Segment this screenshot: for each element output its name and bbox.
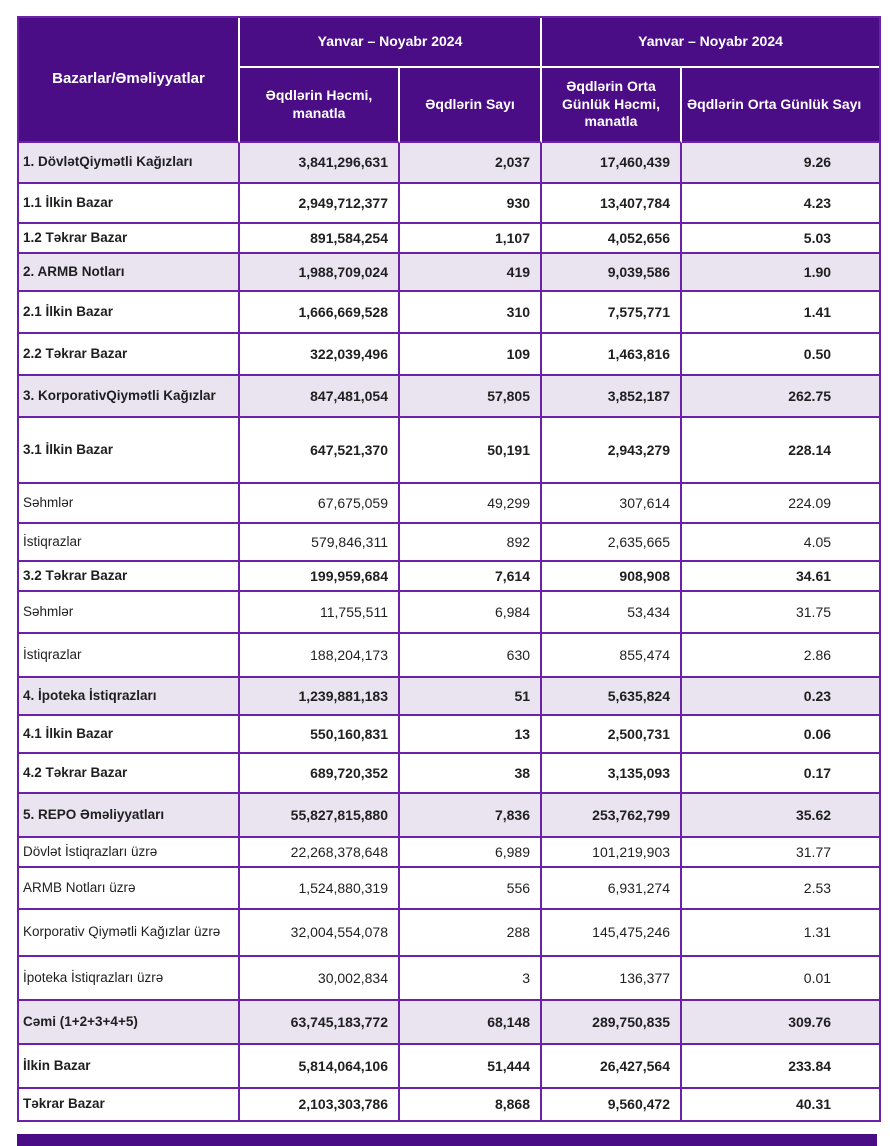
cell-daily-volume: 9,039,586 [542, 254, 682, 292]
cell-count: 13 [400, 716, 542, 754]
table-header [19, 18, 879, 143]
row-label: Səhmlər [19, 484, 240, 524]
row-label: 3.2 Təkrar Bazar [19, 562, 240, 592]
row-label: 1.2 Təkrar Bazar [19, 224, 240, 254]
cell-volume: 2,949,712,377 [240, 184, 400, 224]
cell-daily-volume: 9,560,472 [542, 1089, 682, 1120]
cell-count: 630 [400, 634, 542, 678]
column-header-deal-count: Əqdlərin Sayı [400, 68, 542, 143]
cell-count: 892 [400, 524, 542, 562]
row-label: 4.1 İlkin Bazar [19, 716, 240, 754]
cell-daily-volume: 101,219,903 [542, 838, 682, 868]
cell-volume: 579,846,311 [240, 524, 400, 562]
table-row [19, 1089, 879, 1120]
cell-volume: 22,268,378,648 [240, 838, 400, 868]
cell-volume: 1,239,881,183 [240, 678, 400, 716]
cell-count: 419 [400, 254, 542, 292]
table-row [19, 678, 879, 716]
cell-daily-volume: 289,750,835 [542, 1001, 682, 1045]
cell-count: 6,984 [400, 592, 542, 634]
cell-daily-count: 262.75 [682, 376, 879, 418]
cell-daily-count: 0.23 [682, 678, 879, 716]
row-label: 2.2 Təkrar Bazar [19, 334, 240, 376]
cell-count: 38 [400, 754, 542, 794]
cell-daily-volume: 1,463,816 [542, 334, 682, 376]
cell-daily-count: 1.90 [682, 254, 879, 292]
row-label: 1. DövlətQiymətli Kağızları [19, 143, 240, 184]
securities-market-report-table [17, 16, 881, 1122]
table-row [19, 868, 879, 910]
cell-count: 930 [400, 184, 542, 224]
cell-daily-count: 31.75 [682, 592, 879, 634]
table-row [19, 143, 879, 184]
table-row [19, 838, 879, 868]
cell-volume: 67,675,059 [240, 484, 400, 524]
cell-count: 7,614 [400, 562, 542, 592]
cell-count: 50,191 [400, 418, 542, 484]
cell-count: 3 [400, 957, 542, 1001]
column-header-deal-volume: Əqdlərin Həcmi, manatla [240, 68, 400, 143]
row-label: ARMB Notları üzrə [19, 868, 240, 910]
row-label: 2.1 İlkin Bazar [19, 292, 240, 334]
row-label: 3. KorporativQiymətli Kağızlar [19, 376, 240, 418]
row-label: 1.1 İlkin Bazar [19, 184, 240, 224]
cell-count: 6,989 [400, 838, 542, 868]
cell-count: 109 [400, 334, 542, 376]
row-label: 4.2 Təkrar Bazar [19, 754, 240, 794]
cell-volume: 1,666,669,528 [240, 292, 400, 334]
table-row [19, 224, 879, 254]
table-row [19, 484, 879, 524]
cell-daily-volume: 307,614 [542, 484, 682, 524]
cell-daily-count: 5.03 [682, 224, 879, 254]
cell-count: 310 [400, 292, 542, 334]
table-row [19, 957, 879, 1001]
cell-volume: 30,002,834 [240, 957, 400, 1001]
cell-daily-count: 4.05 [682, 524, 879, 562]
cell-count: 68,148 [400, 1001, 542, 1045]
cell-daily-count: 40.31 [682, 1089, 879, 1120]
cell-volume: 5,814,064,106 [240, 1045, 400, 1089]
table-row [19, 524, 879, 562]
cell-daily-count: 1.41 [682, 292, 879, 334]
table-row [19, 634, 879, 678]
cell-daily-count: 31.77 [682, 838, 879, 868]
next-section-header-strip [17, 1134, 877, 1146]
table-row [19, 254, 879, 292]
cell-daily-count: 0.17 [682, 754, 879, 794]
cell-volume: 199,959,684 [240, 562, 400, 592]
cell-volume: 1,988,709,024 [240, 254, 400, 292]
cell-daily-volume: 2,943,279 [542, 418, 682, 484]
cell-daily-volume: 13,407,784 [542, 184, 682, 224]
cell-volume: 689,720,352 [240, 754, 400, 794]
row-label: Korporativ Qiymətli Kağızlar üzrə [19, 910, 240, 957]
cell-count: 51,444 [400, 1045, 542, 1089]
cell-daily-count: 0.01 [682, 957, 879, 1001]
row-label: Cəmi (1+2+3+4+5) [19, 1001, 240, 1045]
table-row [19, 754, 879, 794]
cell-volume: 32,004,554,078 [240, 910, 400, 957]
cell-daily-volume: 6,931,274 [542, 868, 682, 910]
cell-daily-count: 1.31 [682, 910, 879, 957]
cell-volume: 847,481,054 [240, 376, 400, 418]
cell-daily-volume: 136,377 [542, 957, 682, 1001]
cell-daily-volume: 2,635,665 [542, 524, 682, 562]
cell-daily-count: 4.23 [682, 184, 879, 224]
row-label: İstiqrazlar [19, 524, 240, 562]
cell-count: 7,836 [400, 794, 542, 838]
table-body [19, 143, 879, 1120]
cell-daily-volume: 908,908 [542, 562, 682, 592]
cell-daily-count: 34.61 [682, 562, 879, 592]
cell-count: 2,037 [400, 143, 542, 184]
cell-volume: 55,827,815,880 [240, 794, 400, 838]
row-label: Dövlət İstiqrazları üzrə [19, 838, 240, 868]
cell-daily-volume: 253,762,799 [542, 794, 682, 838]
row-label: Təkrar Bazar [19, 1089, 240, 1120]
cell-volume: 63,745,183,772 [240, 1001, 400, 1045]
cell-daily-volume: 5,635,824 [542, 678, 682, 716]
table-row [19, 1001, 879, 1045]
cell-volume: 11,755,511 [240, 592, 400, 634]
cell-count: 288 [400, 910, 542, 957]
cell-volume: 3,841,296,631 [240, 143, 400, 184]
cell-count: 51 [400, 678, 542, 716]
row-label: 3.1 İlkin Bazar [19, 418, 240, 484]
cell-count: 1,107 [400, 224, 542, 254]
cell-daily-count: 9.26 [682, 143, 879, 184]
cell-daily-count: 2.86 [682, 634, 879, 678]
row-label: 2. ARMB Notları [19, 254, 240, 292]
cell-count: 8,868 [400, 1089, 542, 1120]
cell-count: 57,805 [400, 376, 542, 418]
cell-daily-count: 224.09 [682, 484, 879, 524]
cell-count: 49,299 [400, 484, 542, 524]
cell-daily-volume: 17,460,439 [542, 143, 682, 184]
table-row [19, 794, 879, 838]
table-row [19, 716, 879, 754]
cell-daily-volume: 7,575,771 [542, 292, 682, 334]
table-row [19, 562, 879, 592]
cell-daily-volume: 4,052,656 [542, 224, 682, 254]
cell-daily-count: 0.06 [682, 716, 879, 754]
cell-daily-volume: 53,434 [542, 592, 682, 634]
cell-daily-volume: 3,135,093 [542, 754, 682, 794]
table-row [19, 334, 879, 376]
table-row [19, 592, 879, 634]
cell-daily-count: 0.50 [682, 334, 879, 376]
table-row [19, 292, 879, 334]
cell-volume: 188,204,173 [240, 634, 400, 678]
row-label: İlkin Bazar [19, 1045, 240, 1089]
cell-daily-volume: 145,475,246 [542, 910, 682, 957]
cell-daily-volume: 3,852,187 [542, 376, 682, 418]
cell-count: 556 [400, 868, 542, 910]
table-row [19, 418, 879, 484]
cell-volume: 322,039,496 [240, 334, 400, 376]
row-label: Səhmlər [19, 592, 240, 634]
cell-daily-count: 309.76 [682, 1001, 879, 1045]
cell-volume: 2,103,303,786 [240, 1089, 400, 1120]
row-label: 4. İpoteka İstiqrazları [19, 678, 240, 716]
table-row [19, 1045, 879, 1089]
cell-daily-count: 2.53 [682, 868, 879, 910]
row-label: 5. REPO Əməliyyatları [19, 794, 240, 838]
cell-volume: 891,584,254 [240, 224, 400, 254]
period-header-left: Yanvar – Noyabr 2024 [240, 18, 542, 68]
cell-daily-count: 228.14 [682, 418, 879, 484]
table-row [19, 184, 879, 224]
cell-daily-count: 233.84 [682, 1045, 879, 1089]
cell-daily-volume: 2,500,731 [542, 716, 682, 754]
cell-daily-volume: 26,427,564 [542, 1045, 682, 1089]
cell-daily-volume: 855,474 [542, 634, 682, 678]
cell-volume: 1,524,880,319 [240, 868, 400, 910]
cell-daily-count: 35.62 [682, 794, 879, 838]
column-header-avg-daily-volume: Əqdlərin Orta Günlük Həcmi, manatla [542, 68, 682, 143]
row-label: İstiqrazlar [19, 634, 240, 678]
table-row [19, 910, 879, 957]
cell-volume: 550,160,831 [240, 716, 400, 754]
table-row [19, 376, 879, 418]
period-header-right: Yanvar – Noyabr 2024 [542, 18, 879, 68]
cell-volume: 647,521,370 [240, 418, 400, 484]
row-label: İpoteka İstiqrazları üzrə [19, 957, 240, 1001]
column-header-avg-daily-count: Əqdlərin Orta Günlük Sayı [682, 68, 879, 143]
column-header-markets-operations: Bazarlar/Əməliyyatlar [19, 18, 240, 143]
